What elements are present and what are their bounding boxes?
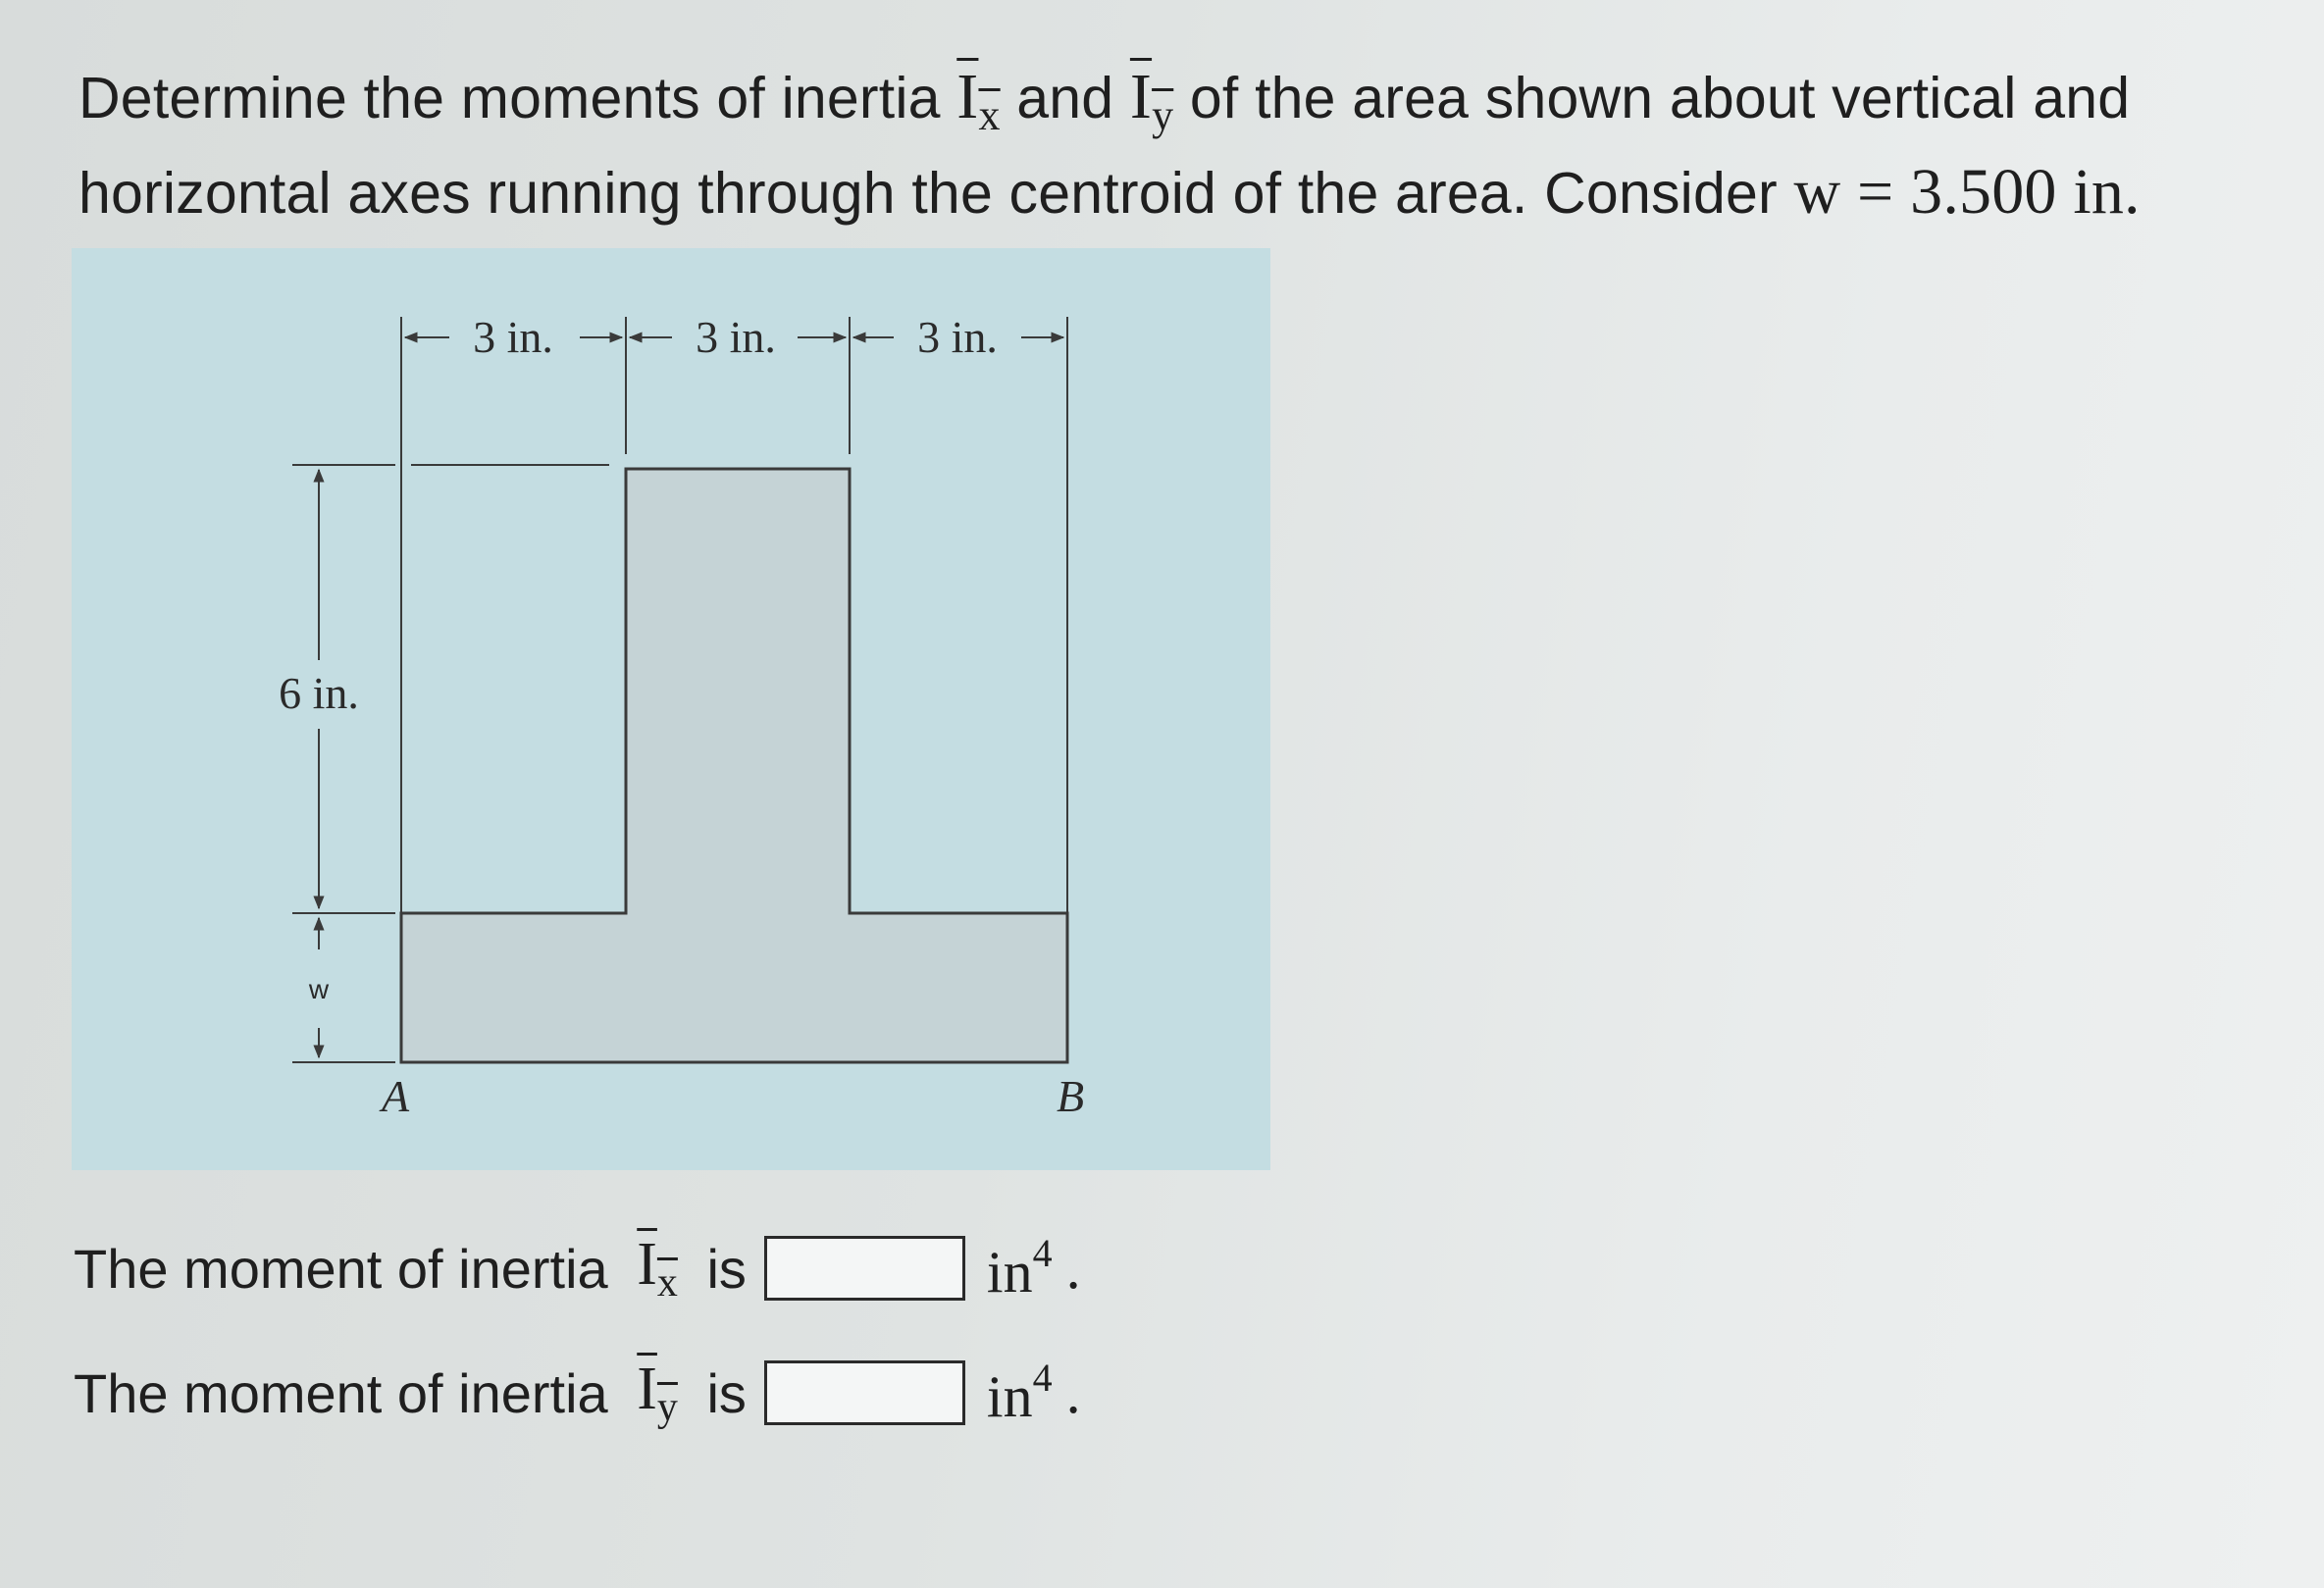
answer-row-ix xyxy=(74,1229,1081,1307)
answer-symbol-ix: $I_x$ xyxy=(637,1231,678,1306)
answer-label-iy: The moment of inertia xyxy=(74,1361,624,1424)
period-ix: . xyxy=(1065,1235,1081,1301)
w-value: w = 3.500 in. xyxy=(1793,156,2141,228)
dim-label-w: w xyxy=(308,974,330,1004)
dim-label-top-3: 3 in. xyxy=(917,312,998,362)
answer-row-iy xyxy=(74,1354,1081,1432)
dim-label-height: 6 in. xyxy=(279,668,359,718)
question-and: and xyxy=(1000,66,1130,130)
dim-label-top-1: 3 in. xyxy=(473,312,553,362)
answer-suffix-ix: is xyxy=(691,1237,747,1300)
unit-iy: $in^4$ xyxy=(986,1356,1053,1429)
question-intro: Determine the moments of inertia xyxy=(78,66,957,130)
question-body: of the area shown about vertical and horizontal axes running through the centroid of the area. Consider xyxy=(78,66,2131,226)
question-text xyxy=(78,59,2256,231)
period-iy: . xyxy=(1065,1359,1081,1425)
cross-section-figure xyxy=(72,248,1270,1170)
shaded-area xyxy=(401,469,1067,1062)
answer-label-ix: The moment of inertia xyxy=(74,1237,624,1300)
iy-symbol: $I_y$ xyxy=(1129,61,1174,139)
unit-ix: $in^4$ xyxy=(986,1231,1053,1305)
point-b-label: B xyxy=(1056,1071,1085,1121)
iy-answer-input[interactable] xyxy=(764,1360,965,1425)
answer-suffix-iy: is xyxy=(691,1361,747,1424)
answer-symbol-iy: $I_y$ xyxy=(637,1356,678,1430)
ix-answer-input[interactable] xyxy=(764,1236,965,1301)
dim-label-top-2: 3 in. xyxy=(696,312,776,362)
cross-section-drawing xyxy=(72,248,1270,1170)
point-a-label: A xyxy=(381,1071,410,1121)
ix-symbol: $I_x$ xyxy=(956,61,1001,139)
